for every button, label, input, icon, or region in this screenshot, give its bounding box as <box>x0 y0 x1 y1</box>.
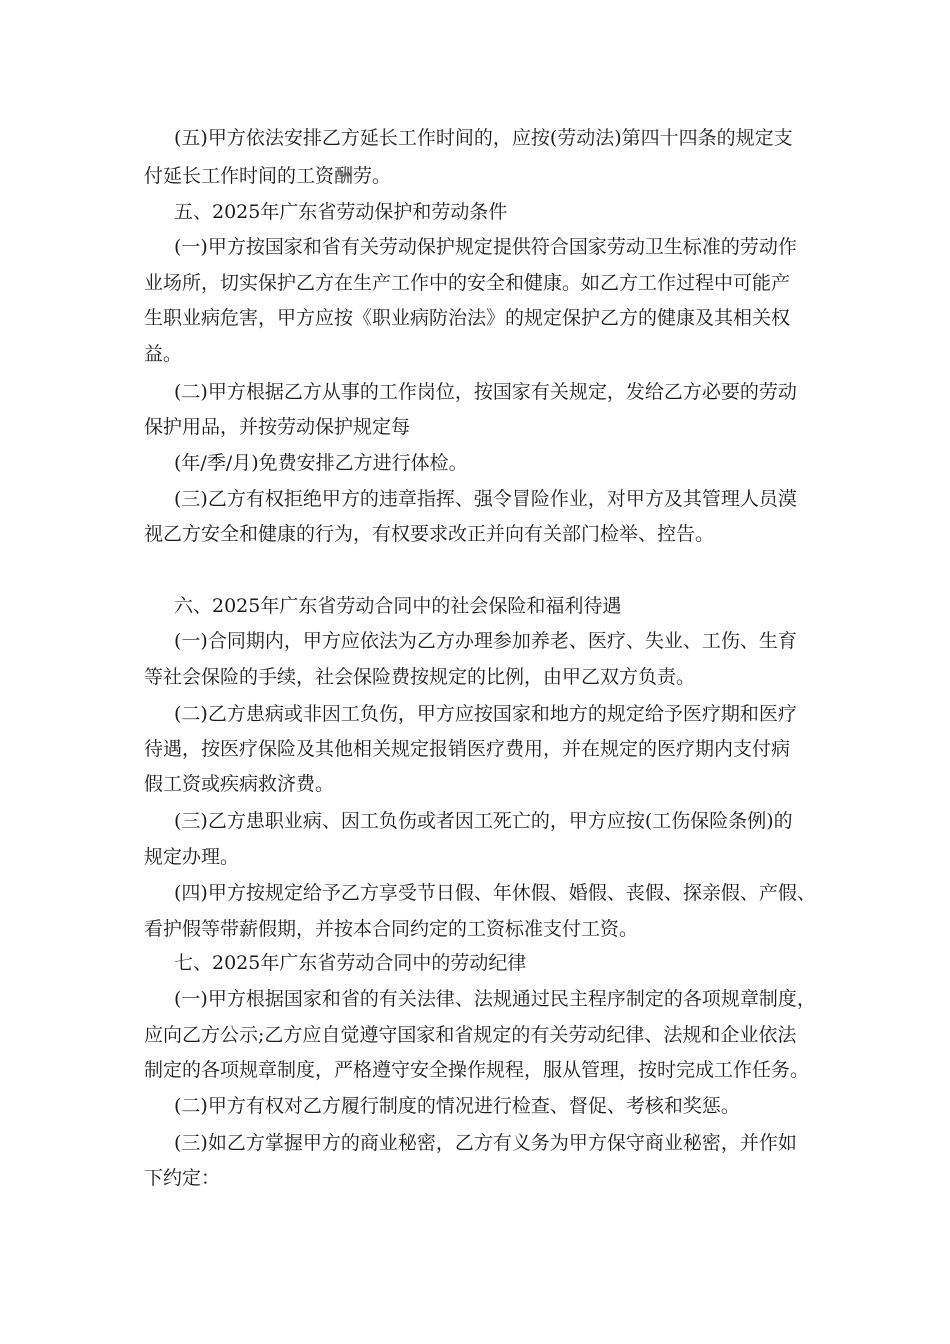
paragraph-line: (一)甲方根据国家和省的有关法律、法规通过民主程序制定的各项规章制度， <box>174 988 816 1010</box>
paragraph-line: 生职业病危害，甲方应按《职业病防治法》的规定保护乙方的健康及其相关权 <box>144 307 791 329</box>
paragraph-line: (二)乙方患病或非因工负伤，甲方应按国家和地方的规定给予医疗期和医疗 <box>174 703 797 725</box>
paragraph-line: 看护假等带薪假期，并按本合同约定的工资标准支付工资。 <box>144 918 639 940</box>
paragraph-line: (二)甲方有权对乙方履行制度的情况进行检查、督促、考核和奖惩。 <box>174 1095 740 1117</box>
paragraph-line: (四)甲方按规定给予乙方享受节日假、年休假、婚假、丧假、探亲假、产假、 <box>174 882 816 904</box>
paragraph-line: (三)如乙方掌握甲方的商业秘密，乙方有义务为甲方保守商业秘密，并作如 <box>174 1132 797 1154</box>
paragraph-line: 规定办理。 <box>144 846 240 868</box>
section-heading: 六、2025年广东省劳动合同中的社会保险和福利待遇 <box>174 595 622 617</box>
paragraph-line: 视乙方安全和健康的行为，有权要求改正并向有关部门检举、控告。 <box>144 523 715 545</box>
paragraph-line: 保护用品，并按劳动保护规定每 <box>144 416 411 438</box>
paragraph-line: 假工资或疾病救济费。 <box>144 773 335 795</box>
section-heading: 七、2025年广东省劳动合同中的劳动纪律 <box>174 952 527 974</box>
paragraph-line: (三)乙方患职业病、因工负伤或者因工死亡的，甲方应按(工伤保险条例)的 <box>174 810 793 832</box>
paragraph-line: (一)合同期内，甲方应依法为乙方办理参加养老、医疗、失业、工伤、生育 <box>174 630 797 652</box>
paragraph-line: 业场所，切实保护乙方在生产工作中的安全和健康。如乙方工作过程中可能产 <box>144 272 791 294</box>
section-heading: 五、2025年广东省劳动保护和劳动条件 <box>174 201 508 223</box>
paragraph-line: 下约定： <box>144 1167 221 1189</box>
paragraph-line: 付延长工作时间的工资酬劳。 <box>144 165 392 187</box>
paragraph-line: 制定的各项规章制度，严格遵守安全操作规程，服从管理，按时完成工作任务。 <box>144 1059 810 1081</box>
paragraph-line: 应向乙方公示;乙方应自觉遵守国家和省规定的有关劳动纪律、法规和企业依法 <box>144 1024 797 1046</box>
paragraph-line: (一)甲方按国家和省有关劳动保护规定提供符合国家劳动卫生标准的劳动作 <box>174 236 797 258</box>
paragraph-line: (二)甲方根据乙方从事的工作岗位，按国家有关规定，发给乙方必要的劳动 <box>174 381 797 403</box>
paragraph-line: (五)甲方依法安排乙方延长工作时间的，应按(劳动法)第四十四条的规定支 <box>174 127 793 149</box>
paragraph-line: 等社会保险的手续，社会保险费按规定的比例，由甲乙双方负责。 <box>144 666 696 688</box>
paragraph-line: 益。 <box>144 343 183 365</box>
paragraph-line: (三)乙方有权拒绝甲方的违章指挥、强令冒险作业，对甲方及其管理人员漠 <box>174 488 797 510</box>
paragraph-line: 待遇，按医疗保险及其他相关规定报销医疗费用，并在规定的医疗期内支付病 <box>144 738 791 760</box>
paragraph-line: (年/季/月)免费安排乙方进行体检。 <box>174 452 468 474</box>
